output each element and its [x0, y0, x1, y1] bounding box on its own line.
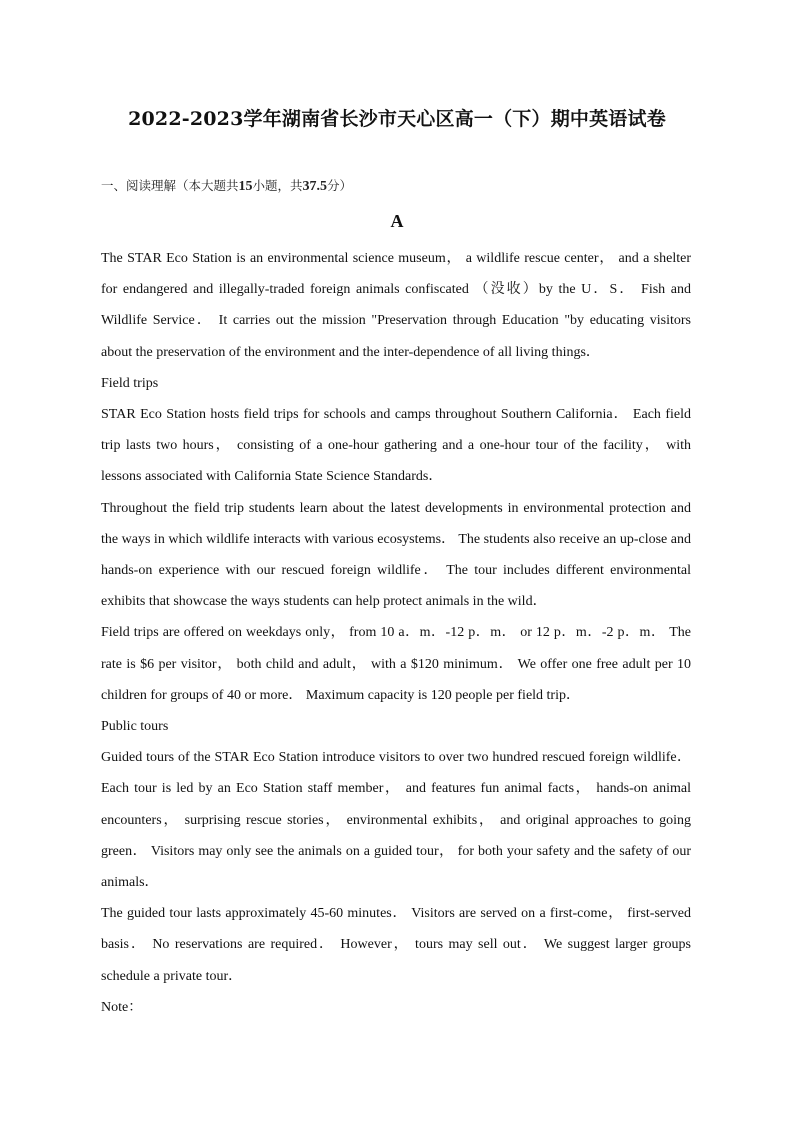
exam-title: 2022-2023学年湖南省长沙市天心区高一（下）期中英语试卷 [128, 108, 666, 130]
field-trips-paragraph-3: Field trips are offered on weekdays only， from 10 a．m．-12 p．m． or 12 p．m．-2 p．m． The rate is $6 per visitor， both child and adult， with a $120 minimum． We offer one free adult per 10 children for groups of 40 or more． Maximum capacity is 120 people per field trip． [101, 625, 691, 703]
section-prefix: 一、阅读理解（本大题共 [101, 178, 239, 193]
section-count: 15 [238, 179, 253, 194]
passage-label: A [390, 211, 404, 231]
passage-body [101, 243, 691, 1023]
section-points: 37.5 [302, 179, 328, 194]
public-tours-paragraph-1: Guided tours of the STAR Eco Station introduce visitors to over two hundred rescued foreign wildlife． Each tour is led by an Eco Station staff member， and features fun animal facts， hands-on animal encounters， surprising rescue stories， environmental exhibits， and original approaches to going green． Visitors may only see the animals on a guided tour， for both your safety and the safety of our animals． [101, 750, 691, 891]
section-suffix: 分） [327, 178, 353, 193]
field-trips-paragraph-2: Throughout the field trip students learn about the latest developments in environmental protection and the ways in which wildlife interacts with various ecosystems． The students also receive an up-close and hands-on experience with our rescued foreign wildlife． The tour includes different environmental exhibits that showcase the ways students can help protect animals in the wild． [101, 500, 691, 610]
intro-paragraph: The STAR Eco Station is an environmental science museum， a wildlife rescue center， and a shelter for endangered and illegally-traded foreign animals confiscated （没收）by the U．S． Fish and Wildlife Service． It carries out the mission "Preservation through Education "by educating visitors about the preservation of the environment and the inter-dependence of all living things． [101, 251, 691, 360]
field-trips-paragraph-1: STAR Eco Station hosts field trips for schools and camps throughout Southern California． Each field trip lasts two hours， consisting of a one-hour gathering and a one-hour tour of the facility， with lessons associated with California State Science Standards． [101, 407, 691, 485]
section-mid: 小题，共 [252, 178, 303, 193]
public-tours-paragraph-2: The guided tour lasts approximately 45-60 minutes． Visitors are served on a first-come， first-served basis． No reservations are required． However， tours may sell out． We suggest larger groups schedule a private tour． [101, 906, 691, 984]
note-label: Note： [101, 999, 143, 1015]
public-tours-heading: Public tours [101, 719, 169, 735]
field-trips-heading: Field trips [101, 375, 159, 391]
section-heading [101, 176, 352, 195]
